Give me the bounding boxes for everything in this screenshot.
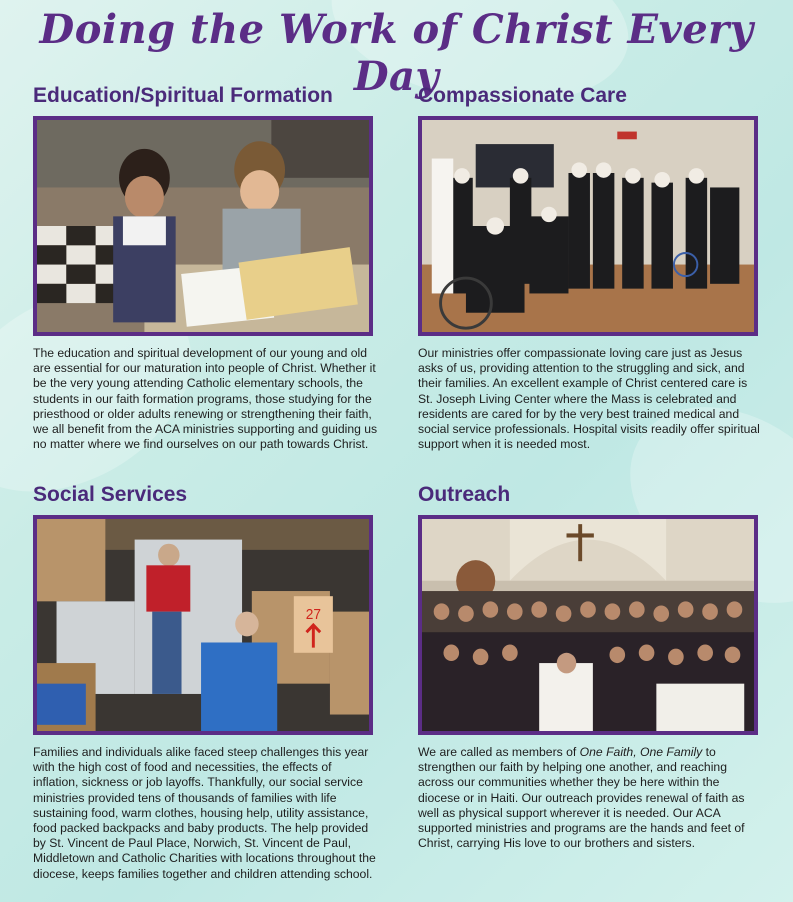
section-education [33,84,378,452]
outreach-body-end: to strengthen our faith by helping one another, and reaching across our communities whether they be here within the diocese or in Haiti. Our outreach provides renewal of faith as well as physical support wherever it is needed. Our ACA supported ministries and programs are the hands and feet of Christ, carrying His love to our brothers and sisters. [418,745,745,851]
outreach-photo [418,515,758,735]
section-body: Our ministries offer compassionate loving care just as Jesus asks of us, providing attention to the struggling and sick, and their families. An excellent example of Christ centered care is St. Joseph Living Center where the Mass is celebrated and residents are cared for by the very best trained medical and social service professionals. Hospital visits readily offer spiritual support when it is needed most. [418,346,760,452]
box-label: 27 [305,605,321,622]
section-heading: Social Services [33,483,188,506]
section-outreach [418,483,763,851]
compassionate-care-photo [418,116,758,336]
page-title: Doing the Work of Christ Every Day [39,6,754,100]
section-body: The education and spiritual development of our young and old are essential for our maturation into people of Christ. Whether it be the very young attending Catholic elementary schools, the students in our faith formation programs, those studying for the priesthood or older adults renewing or strengthening their faith, we all benefit from the ACA ministries supporting and guiding us no matter where we find ourselves on our path towards Christ. [33,346,378,452]
section-compassionate-care [418,84,763,452]
section-heading: Compassionate Care [418,84,627,107]
social-services-photo [33,515,373,735]
section-social-services [33,483,378,882]
section-heading: Education/Spiritual Formation [33,84,333,107]
section-body [418,745,763,851]
outreach-body-emphasis: One Faith, One Family [579,745,703,759]
section-body: Families and individuals alike faced steep challenges this year with the high cost of food and necessities, the effects of inflation, sickness or job layoffs. Thankfully, our social service ministries provided tens of thousands of families with life sustaining food, warm clothes, housing help, utility assistance, food packed backpacks and baby products. The help provided by St. Vincent de Paul Place, Norwich, St. Vincent de Paul, Middletown and Catholic Charities with locations throughout the diocese, keeps families together and children attending school. [33,745,376,881]
outreach-body-start: We are called as members of [418,745,580,759]
education-photo [33,116,373,336]
section-heading: Outreach [418,483,511,506]
